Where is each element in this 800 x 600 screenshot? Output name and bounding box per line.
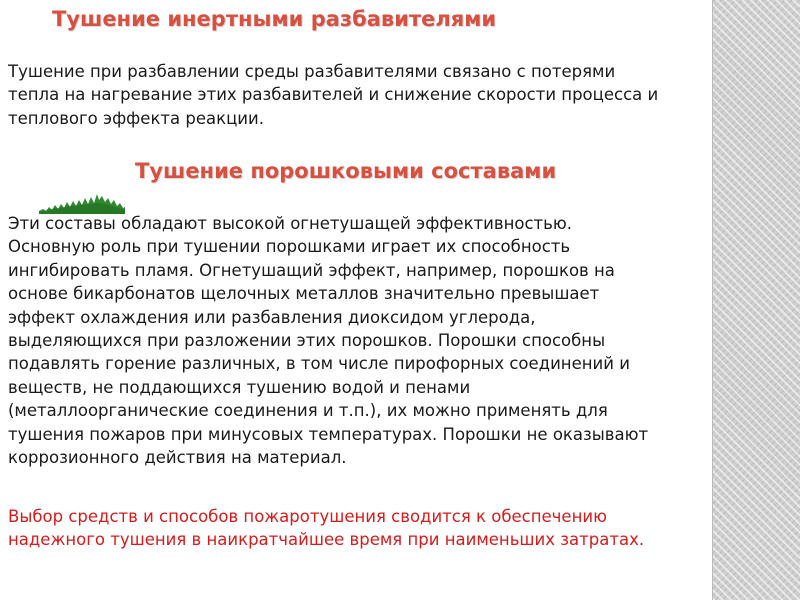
paragraph-powder-compositions: Эти составы обладают высокой огнетушащей эффективностью. Основную роль при тушении порошками играет их способность ингибировать пламя. Огнетушащий эффект, например, порошков на основе бикарбонатов щелочных металлов значительно превышает эффект охлаждения или разбавления диоксидом углерода, выделяющихся при разложении этих порошков. Порошки способны подавлять горение различных, в том числе пирофорных соединений и веществ, не поддающихся тушению водой и пенами (металлоорганические соединения и т.п.), их можно применять для тушения пожаров при минусовых температурах. Порошки не оказывают коррозионного действия на материал. bbox=[8, 214, 649, 468]
grass-clipart-icon bbox=[39, 192, 125, 214]
paragraph-conclusion: Выбор средств и способов пожаротушения сводится к обеспечению надежного тушения в наикратчайшее время при наименьших затратах. bbox=[8, 507, 645, 550]
paragraph-inert-diluents: Тушение при разбавлении среды разбавителями связано с потерями тепла на нагревание этих разбавителей и снижение скорости процесса и теплового эффекта реакции. bbox=[8, 62, 659, 128]
decorative-side-panel bbox=[712, 0, 800, 600]
heading-inert-diluents: Тушение инертными разбавителями bbox=[52, 7, 497, 31]
heading-powder-compositions: Тушение порошковыми составами bbox=[135, 159, 557, 183]
